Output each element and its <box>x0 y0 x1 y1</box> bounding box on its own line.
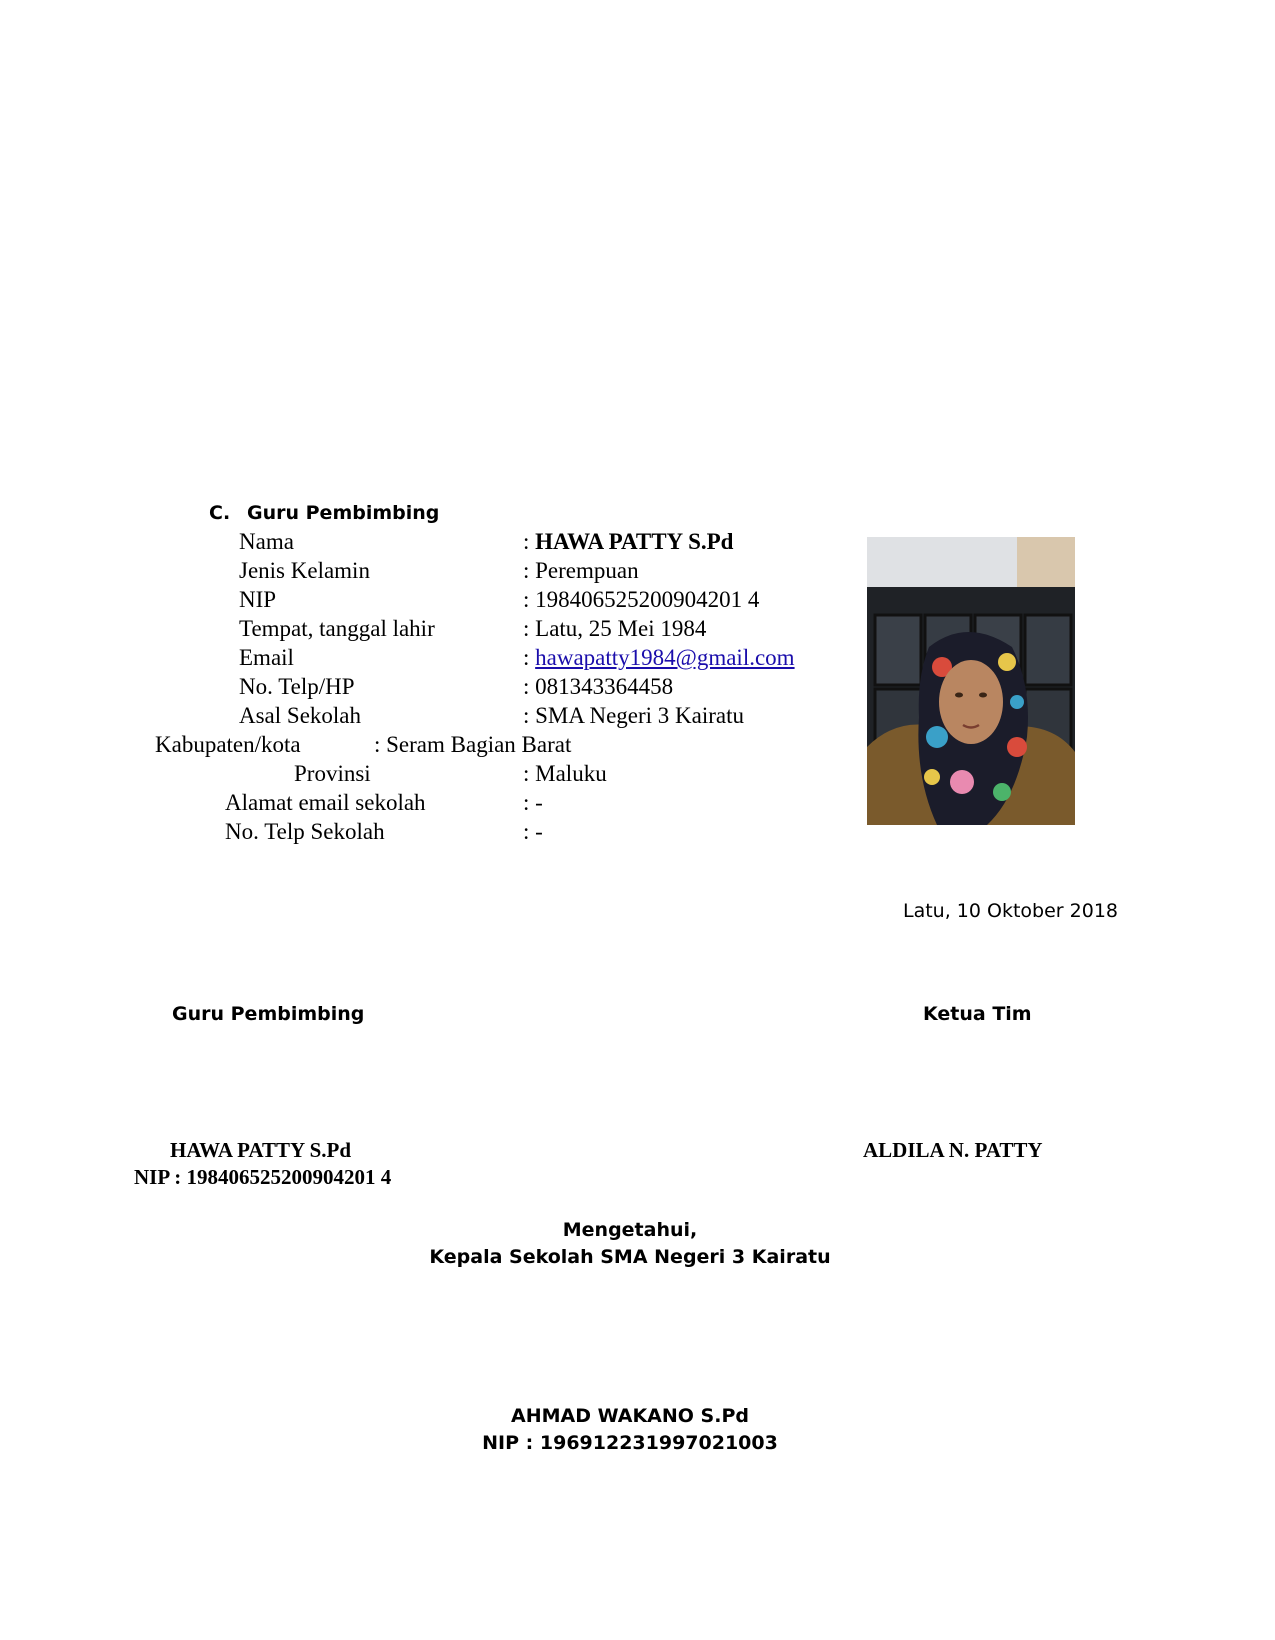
field-label-jenis-kelamin: Jenis Kelamin <box>239 558 370 583</box>
field-value-nama <box>523 529 733 555</box>
field-label-nip: NIP <box>239 587 277 612</box>
field-colon: : <box>523 529 536 554</box>
email-link[interactable]: hawapatty1984@gmail.com <box>535 645 795 670</box>
field-value-nip: : 198406525200904201 4 <box>523 587 760 612</box>
field-value-jenis-kelamin: : Perempuan <box>523 558 639 583</box>
field-colon: : <box>523 645 536 670</box>
field-label-telp: No. Telp/HP <box>239 674 355 699</box>
signature-name-left: HAWA PATTY S.Pd <box>170 1138 352 1162</box>
field-value-email-sekolah: : - <box>523 790 543 815</box>
signature-role-left: Guru Pembimbing <box>172 1003 365 1025</box>
signature-nip-left: NIP : 198406525200904201 4 <box>134 1165 392 1189</box>
field-value-telp-sekolah: : - <box>523 819 543 844</box>
field-label-email-sekolah: Alamat email sekolah <box>225 790 426 815</box>
approval-line-2: Kepala Sekolah SMA Negeri 3 Kairatu <box>429 1246 831 1268</box>
signature-name-right: ALDILA N. PATTY <box>863 1138 1043 1162</box>
approval-name: AHMAD WAKANO S.Pd <box>511 1405 749 1427</box>
field-label-telp-sekolah: No. Telp Sekolah <box>225 819 385 844</box>
field-value-nama-bold: HAWA PATTY S.Pd <box>535 529 734 554</box>
portrait-photo <box>867 537 1075 825</box>
approval-line-1: Mengetahui, <box>562 1219 698 1241</box>
approval-nip: NIP : 196912231997021003 <box>482 1432 778 1454</box>
section-title: Guru Pembimbing <box>247 502 440 524</box>
field-label-nama: Nama <box>239 529 294 554</box>
field-value-email <box>523 645 795 671</box>
field-value-asal-sekolah: : SMA Negeri 3 Kairatu <box>523 703 745 728</box>
field-value-kabupaten: : Seram Bagian Barat <box>374 732 572 757</box>
field-value-ttl: : Latu, 25 Mei 1984 <box>523 616 707 641</box>
date-place: Latu, 10 Oktober 2018 <box>903 900 1119 922</box>
field-label-email: Email <box>239 645 294 670</box>
section-letter: C. <box>209 502 231 524</box>
field-label-kabupaten: Kabupaten/kota <box>155 732 301 757</box>
field-label-provinsi: Provinsi <box>294 761 371 786</box>
field-value-provinsi: : Maluku <box>523 761 607 786</box>
field-value-telp: : 081343364458 <box>523 674 674 699</box>
signature-role-right: Ketua Tim <box>923 1003 1032 1025</box>
field-label-ttl: Tempat, tanggal lahir <box>239 616 435 641</box>
field-label-asal-sekolah: Asal Sekolah <box>239 703 362 728</box>
